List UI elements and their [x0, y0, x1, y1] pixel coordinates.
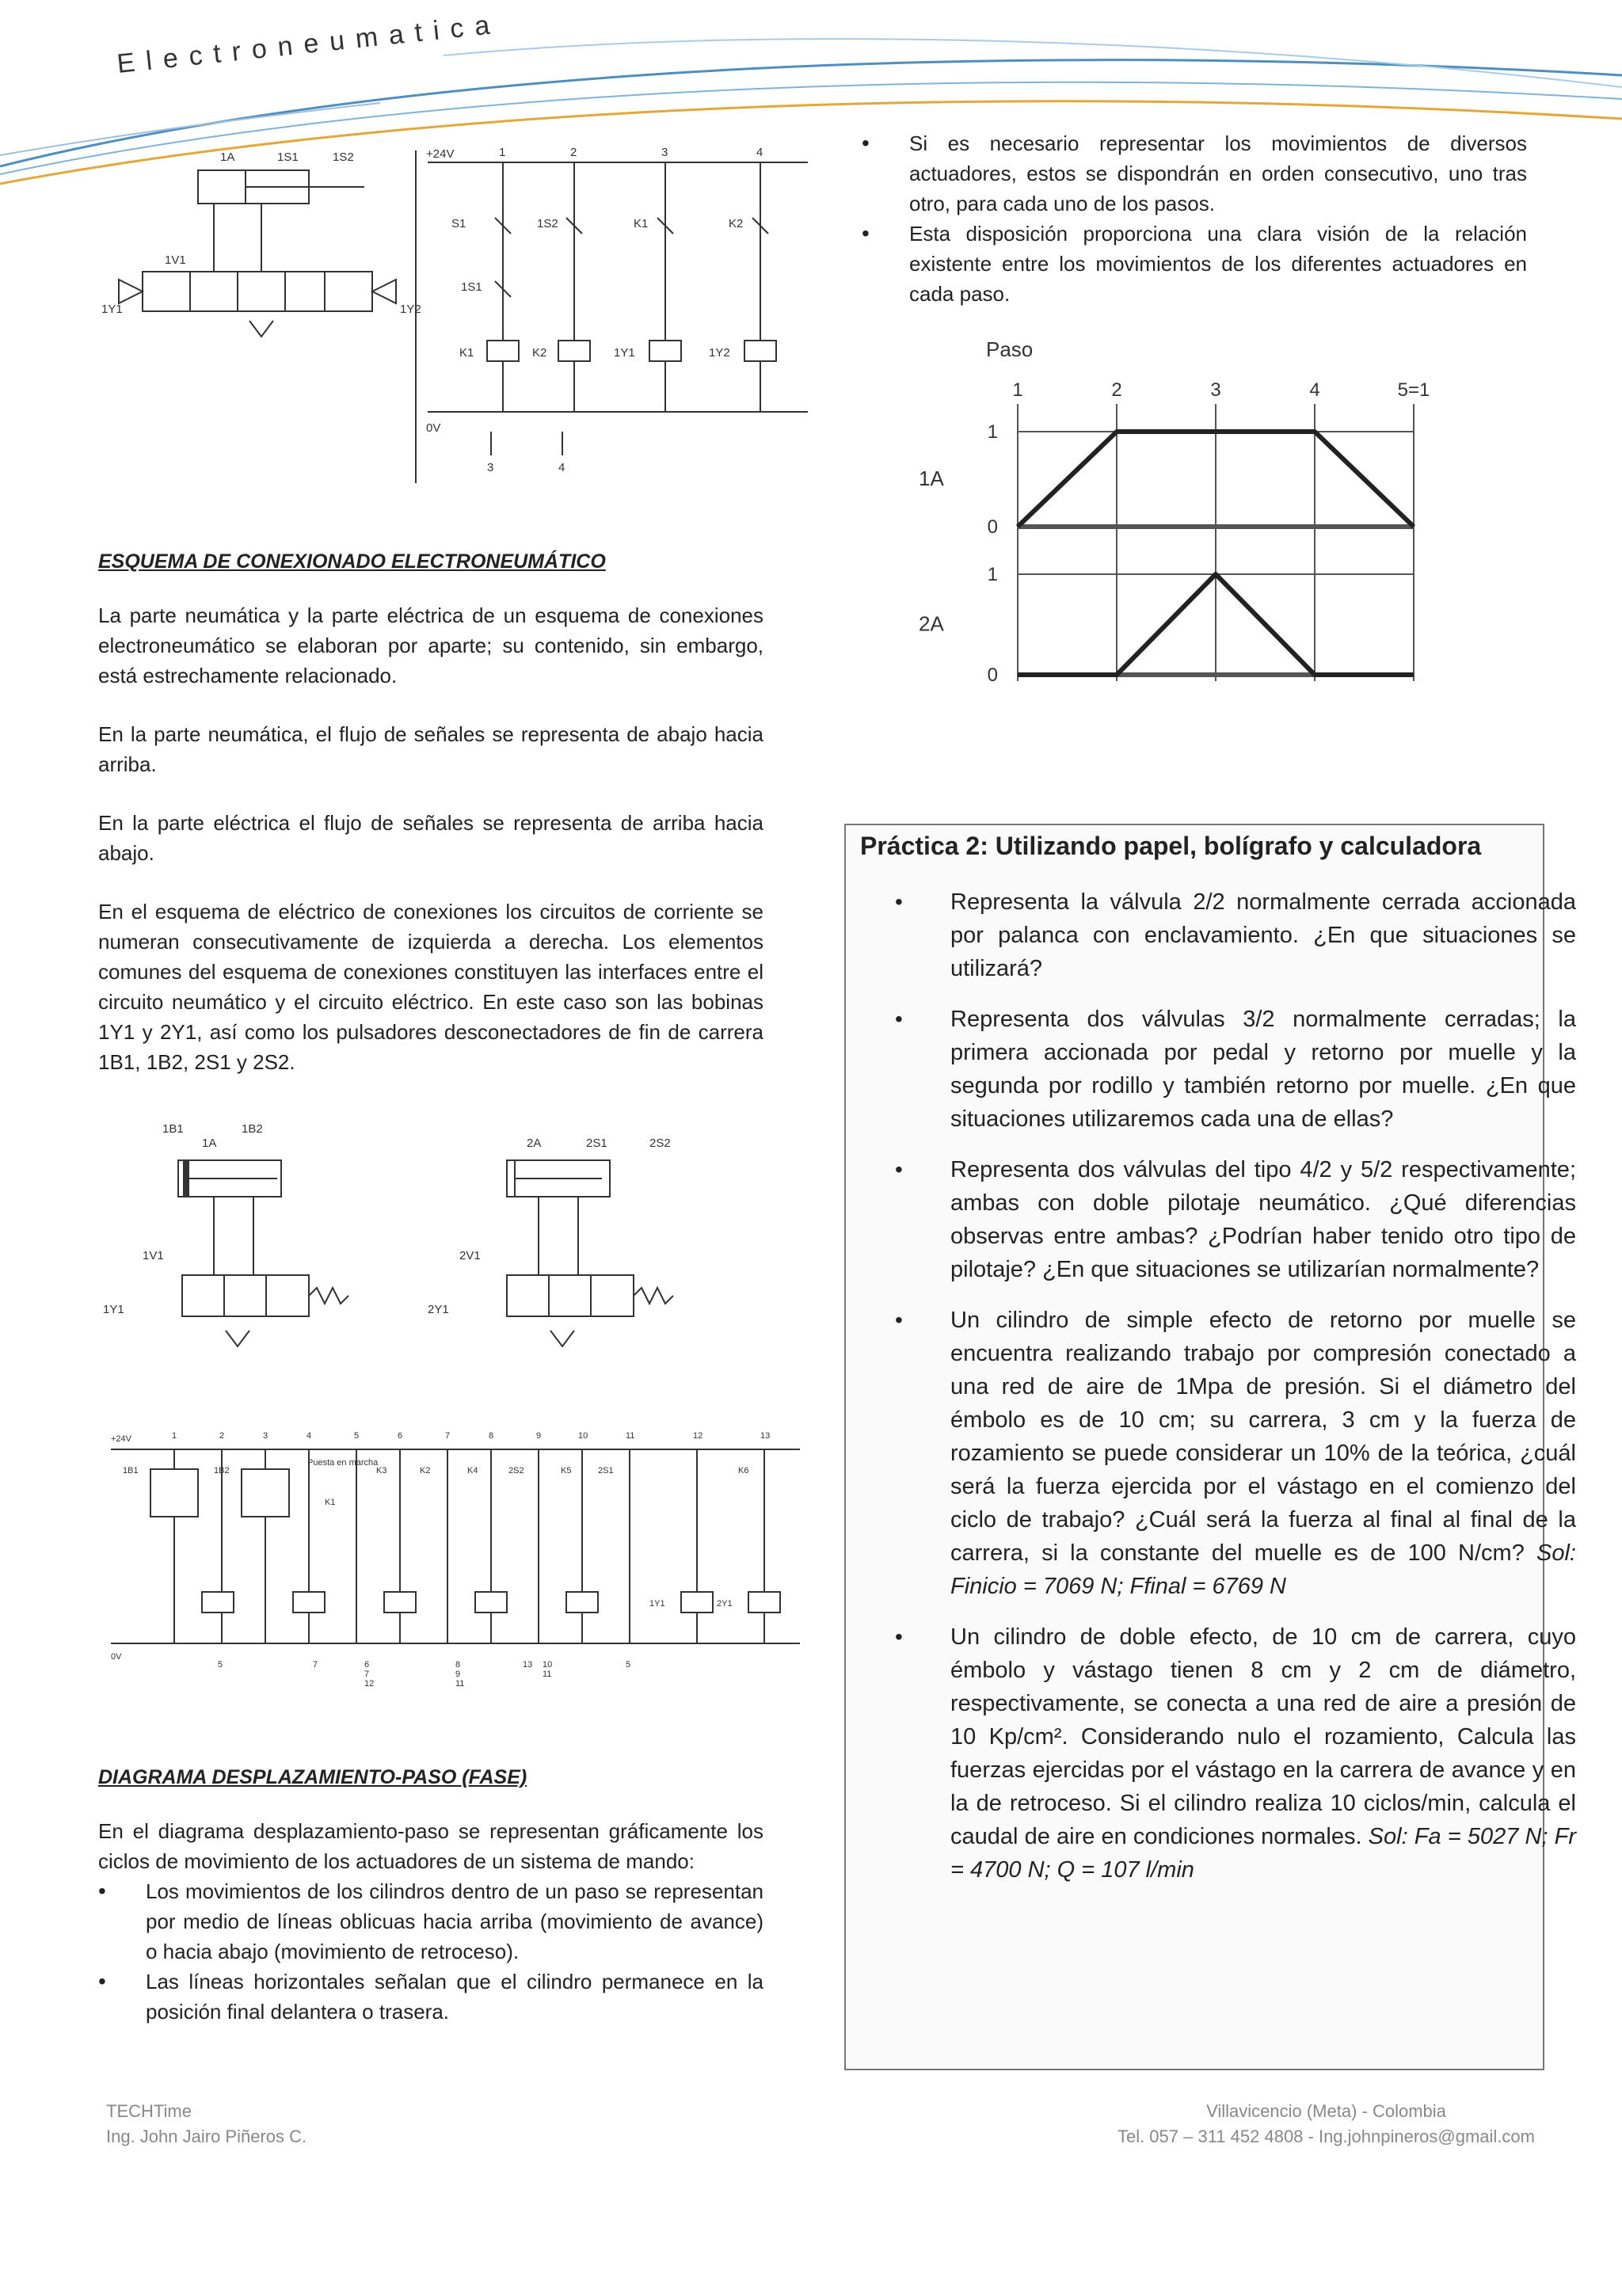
label-1s1: 1S1	[277, 150, 299, 164]
practice-item-4-text: Un cilindro de simple efecto de retorno por muelle se encuentra realizando trabajo por compresión conectado a una red de aire de 1Mpa de presión. Si el diámetro del émbolo es de 10 cm; su carrera, 3 cm y la fuerza de rozamiento se puede considerar un 10% de la teórica, ¿cuál será la fuerza ejercida por el vástago en el comienzo del ciclo de trabajo? ¿Cuál será la fuerza al final al final de la carrera, si la constante del muelle es de 100 N/cm?	[950, 1308, 1576, 1566]
list-item: • Las líneas horizontales señalan que el cilindro permanece en la posición final delantera o trasera.	[98, 1967, 763, 2027]
ladder-label-k5: K5	[561, 1466, 572, 1475]
practice-item-2: • Representa dos válvulas 3/2 normalmente cerradas; la primera accionada por pedal y retorno por muelle y la segunda por rodillo y también retorno por muelle. ¿En que situaciones utilizaremos cada una de ellas?	[895, 1003, 1576, 1136]
ladder-label-2y1: 2Y1	[717, 1599, 733, 1609]
label-24v: +24V	[426, 147, 455, 161]
ladder-ref-g: 9	[455, 1670, 461, 1679]
footer-right	[1118, 2099, 1535, 2149]
chart-x-tick-label: 1	[1012, 379, 1023, 401]
ladder-label-24v: +24V	[111, 1434, 131, 1444]
ladder-ref-d: 7	[364, 1670, 370, 1679]
figure-schematic-1	[95, 139, 816, 487]
label-ref-4: 4	[558, 461, 565, 474]
list-item: • Si es necesario representar los movimientos de diversos actuadores, estos se dispondrán en orden consecutivo, uno tras otro, para cada uno de los pasos.	[862, 128, 1527, 219]
footer-left	[106, 2099, 307, 2149]
practice-item-5-text: Un cilindro de doble efecto, de 10 cm de carrera, cuyo émbolo y vástago tienen 8 cm y 2 cm de diámetro, respectivamente, se conecta a una red de aire a presión de 10 Kp/cm². Considerando nulo el rozamiento, Calcula las fuerzas ejercidas por el vástago en la carrera de avance y en la de retroceso. Si el cilindro realiza 10 ciclos/min, calcula el caudal de aire en condiciones normales.	[950, 1624, 1576, 1849]
practice-item-1: • Representa la válvula 2/2 normalmente cerrada accionada por palanca con enclavamiento. ¿En que situaciones se utilizará?	[895, 885, 1576, 985]
ladder-ref-c: 6	[364, 1660, 370, 1670]
ladder-label-puesta-en-marcha: Puesta en marcha	[307, 1458, 379, 1468]
practice-title: Práctica 2: Utilizando papel, bolígrafo y calculadora	[860, 832, 1482, 860]
ladder-label-k4: K4	[467, 1466, 478, 1475]
label-1y2-coil: 1Y2	[709, 346, 730, 360]
paragraph-1: La parte neumática y la parte eléctrica de un esquema de conexiones electroneumático se elaboran por aparte; su contenido, sin embargo, está estrechamente relacionado.	[98, 604, 763, 687]
label-1v1-valve: 1V1	[143, 1249, 164, 1262]
chart-y-tick-label: 0	[987, 516, 998, 538]
practice-solution-5: Sol: Fa = 5027 N; Fr = 4700 N; Q = 107 l/min	[950, 1824, 1576, 1883]
footer-author: Ing. John Jairo Piñeros C.	[106, 2127, 307, 2146]
chart-x-tick-label: 5=1	[1397, 379, 1430, 401]
ladder-label-2s1: 2S1	[598, 1466, 614, 1475]
footer-location: Villavicencio (Meta) - Colombia	[1206, 2101, 1446, 2121]
label-1a: 1A	[220, 150, 235, 164]
ladder-ref-a: 5	[218, 1660, 223, 1670]
label-col-4: 4	[756, 146, 763, 159]
label-col-3: 3	[661, 146, 668, 159]
label-s1: S1	[451, 217, 466, 230]
label-0v: 0V	[426, 421, 441, 435]
chart-x-tick-label: 2	[1111, 379, 1122, 401]
label-ref-3: 3	[487, 461, 494, 474]
label-k2-contact: K2	[729, 217, 744, 230]
list-item: • Esta disposición proporciona una clara visión de la relación existente entre los movimientos de los diferentes actuadores en cada paso.	[862, 219, 1527, 309]
list-item: • Los movimientos de los cilindros dentro de un paso se representan por medio de líneas oblicuas hacia arriba (movimiento de avance) o hacia abajo (movimiento de retroceso).	[98, 1876, 763, 1967]
left-bullet-list	[98, 1876, 763, 2027]
ladder-ref-e: 12	[364, 1679, 375, 1689]
label-1y1: 1Y1	[101, 303, 123, 316]
chart-grid	[1018, 404, 1414, 681]
ladder-label-1b1: 1B1	[123, 1466, 139, 1475]
label-2y1-sol: 2Y1	[428, 1303, 449, 1316]
practice-item-4	[895, 1304, 1576, 1603]
paragraph-5: En el diagrama desplazamiento-paso se representan gráficamente los ciclos de movimiento de los actuadores de un sistema de mando:	[98, 1819, 763, 1873]
chart-title: Paso	[986, 337, 1034, 361]
ladder-col-12: 12	[693, 1431, 703, 1441]
ladder-col-5: 5	[354, 1431, 360, 1441]
label-1y1-sol: 1Y1	[103, 1303, 124, 1316]
label-2a-cyl: 2A	[527, 1137, 542, 1150]
right-bullet-list	[862, 128, 1527, 309]
chart-x-tick-label: 3	[1210, 379, 1221, 401]
chart-y-tick-label: 1	[987, 564, 998, 585]
ladder-ref-j: 10	[543, 1660, 553, 1670]
left-column-bottom	[98, 1762, 763, 2027]
ladder-col-4: 4	[307, 1431, 312, 1441]
ladder-label-0v: 0V	[111, 1652, 122, 1662]
label-2v1-valve: 2V1	[459, 1249, 481, 1262]
chart-x-tick-label: 4	[1309, 379, 1320, 401]
ladder-col-11: 11	[626, 1431, 635, 1441]
practice-box	[844, 824, 1576, 2070]
ladder-ref-l: 5	[626, 1660, 631, 1670]
label-k1-coil: K1	[459, 346, 474, 360]
displacement-step-chart	[903, 333, 1473, 705]
ladder-ref-h: 11	[455, 1679, 465, 1689]
ladder-ref-f: 8	[455, 1660, 461, 1670]
practice-list	[895, 885, 1576, 1904]
paragraph-4: En el esquema de eléctrico de conexiones los circuitos de corriente se numeran consecutivamente de izquierda a derecha. Los elementos comunes del esquema de conexiones constituyen las interfaces entre el circuito neumático y el circuito eléctrico. En este caso son las bobinas 1Y1 y 2Y1, así como los pulsadores desconectadores de fin de carrera 1B1, 1B2, 2S1 y 2S2.	[98, 900, 763, 1074]
chart-series-label: 2A	[919, 611, 944, 636]
label-col-1: 1	[499, 146, 506, 159]
chart-y-tick-label: 0	[987, 664, 998, 686]
ladder-label-2s2: 2S2	[508, 1466, 524, 1475]
label-1s2-contact: 1S2	[537, 217, 558, 230]
label-2s1: 2S1	[586, 1137, 607, 1150]
practice-item-3: • Representa dos válvulas del tipo 4/2 y 5/2 respectivamente; ambas con doble pilotaje neumático. ¿Qué diferencias observas entre ambas? ¿Podrían haber tenido otro tipo de pilotaje? ¿En que situaciones se utilizarían normalmente?	[895, 1153, 1576, 1286]
ladder-col-2: 2	[219, 1431, 225, 1441]
label-2s2: 2S2	[649, 1137, 671, 1150]
ladder-label-k2: K2	[420, 1466, 431, 1475]
left-column-top	[98, 546, 763, 1077]
ladder-ref-i: 13	[523, 1660, 533, 1670]
label-k1-contact: K1	[634, 217, 649, 230]
paragraph-3: En la parte eléctrica el flujo de señales se representa de arriba hacia abajo.	[98, 811, 763, 865]
ladder-col-6: 6	[398, 1431, 403, 1441]
paragraph-2: En la parte neumática, el flujo de señales se representa de abajo hacia arriba.	[98, 722, 763, 776]
label-1v1: 1V1	[165, 253, 186, 267]
practice-solution-4: Sol: Finicio = 7069 N; Ffinal = 6769 N	[950, 1540, 1576, 1599]
ladder-ref-k: 11	[543, 1670, 552, 1679]
practice-item-5	[895, 1620, 1576, 1887]
label-col-2: 2	[570, 146, 577, 159]
ladder-label-k3: K3	[376, 1466, 387, 1475]
ladder-label-1b2: 1B2	[214, 1466, 230, 1475]
ladder-col-10: 10	[578, 1431, 588, 1441]
figure-electric-ladder	[95, 1426, 808, 1703]
footer-contact: Tel. 057 – 311 452 4808 - Ing.johnpineros@gmail.com	[1117, 2127, 1535, 2146]
label-k2-coil: K2	[532, 346, 547, 360]
label-1y2: 1Y2	[400, 303, 421, 316]
section-title-conexionado: ESQUEMA DE CONEXIONADO ELECTRONEUMÁTICO	[98, 550, 606, 573]
ladder-col-9: 9	[536, 1431, 542, 1441]
label-1s2: 1S2	[333, 150, 354, 164]
label-1b1: 1B1	[162, 1122, 184, 1136]
label-1y1-coil: 1Y1	[614, 346, 635, 360]
label-1b2: 1B2	[242, 1122, 263, 1136]
label-1a-cyl: 1A	[202, 1137, 217, 1150]
chart-y-tick-label: 1	[987, 421, 998, 443]
figure-pneumatic-circuits	[95, 1117, 808, 1378]
brand-title: Electroneumatica	[115, 9, 502, 80]
ladder-col-8: 8	[489, 1431, 494, 1441]
right-column-top	[862, 128, 1527, 309]
ladder-label-k6: K6	[738, 1466, 749, 1475]
ladder-col-13: 13	[760, 1431, 771, 1441]
ladder-col-7: 7	[445, 1431, 451, 1441]
ladder-col-1: 1	[172, 1431, 177, 1441]
chart-labels-group	[919, 379, 1430, 686]
ladder-label-1y1: 1Y1	[649, 1599, 665, 1609]
ladder-label-k1: K1	[325, 1498, 336, 1507]
section-title-diagrama: DIAGRAMA DESPLAZAMIENTO-PASO (FASE)	[98, 1766, 527, 1788]
ladder-ref-b: 7	[313, 1660, 318, 1670]
ladder-col-3: 3	[263, 1431, 268, 1441]
label-1s1-contact: 1S1	[461, 280, 482, 294]
footer-company: TECHTime	[106, 2101, 192, 2121]
chart-series-label: 1A	[919, 466, 944, 490]
